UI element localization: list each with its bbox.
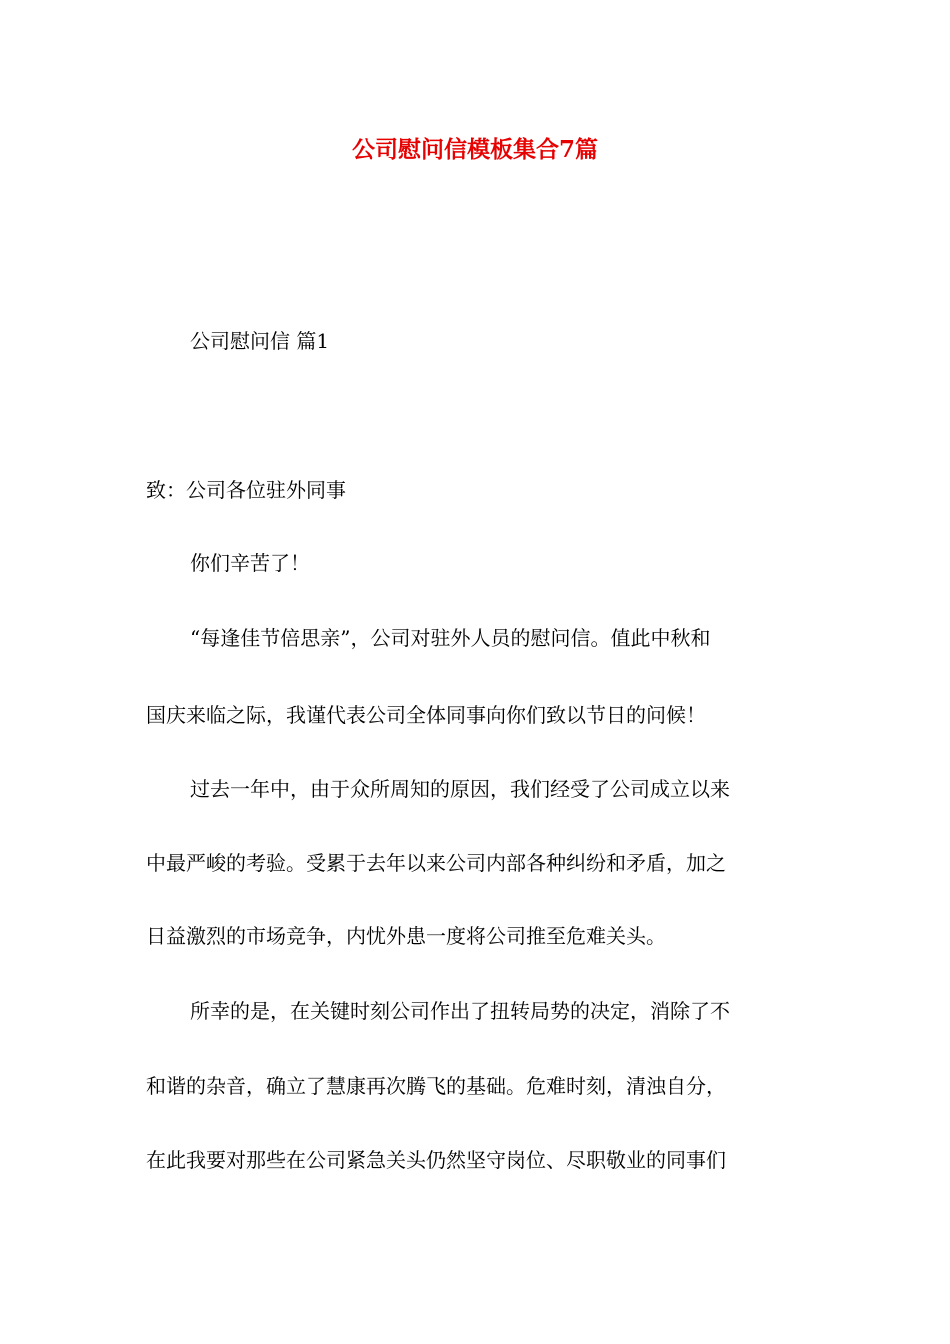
paragraph-line: 过去一年中，由于众所周知的原因，我们经受了公司成立以来: [190, 777, 730, 801]
paragraph-line: 日益激烈的市场竞争，内忧外患一度将公司推至危难关头。: [146, 924, 666, 948]
paragraph-line: 在此我要对那些在公司紧急关头仍然坚守岗位、尽职敬业的同事们: [146, 1148, 726, 1172]
greeting-line: 你们辛苦了！: [190, 551, 310, 575]
paragraph-line: “每逢佳节倍思亲”，公司对驻外人员的慰问信。值此中秋和: [190, 626, 711, 650]
paragraph-line: 所幸的是，在关键时刻公司作出了扭转局势的决定，消除了不: [190, 999, 730, 1023]
salutation-line: 致：公司各位驻外同事: [146, 478, 346, 502]
paragraph-line: 中最严峻的考验。受累于去年以来公司内部各种纠纷和矛盾，加之: [146, 851, 726, 875]
section-heading: 公司慰问信 篇1: [190, 329, 330, 353]
paragraph-line: 国庆来临之际，我谨代表公司全体同事向你们致以节日的问候！: [146, 703, 706, 727]
paragraph-line: 和谐的杂音，确立了慧康再次腾飞的基础。危难时刻，清浊自分，: [146, 1074, 726, 1098]
document-title: 公司慰问信模板集合7篇: [351, 136, 598, 163]
